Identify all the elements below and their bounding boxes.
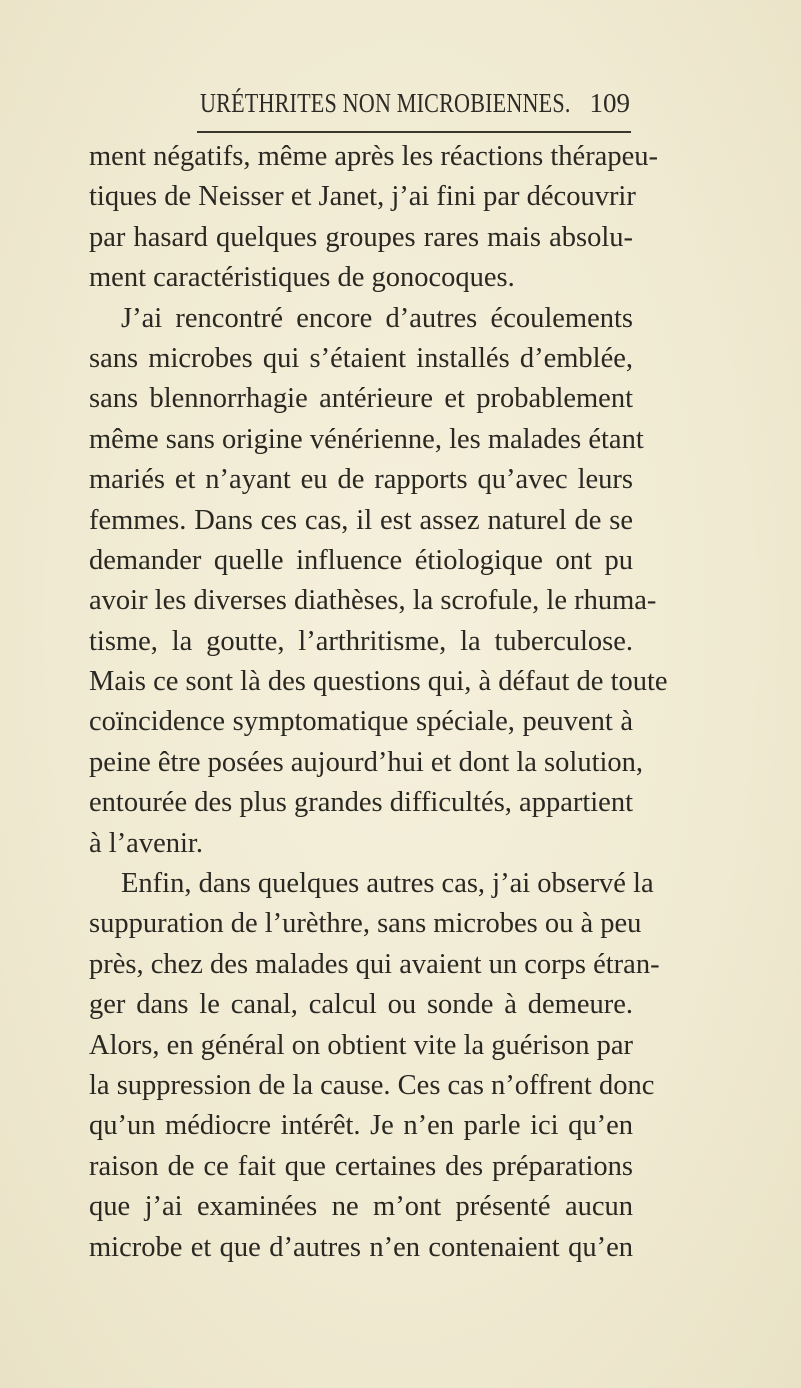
text-line: ment négatifs, même après les réactions thérapeu- [89, 141, 658, 172]
text-line: que j’ai examinées ne m’ont présenté aucun [89, 1191, 633, 1223]
text-line: ger dans le canal, calcul ou sonde à demeure. [89, 989, 633, 1021]
text-line: qu’un médiocre intérêt. Je n’en parle ici qu’en [89, 1110, 633, 1142]
text-line: avoir les diverses diathèses, la scrofule, le rhuma- [89, 585, 657, 617]
running-title: URÉTHRITES NON MICROBIENNES. [200, 88, 571, 118]
text-line: même sans origine vénérienne, les malades étant [89, 423, 644, 455]
text-line: la suppression de la cause. Ces cas n’offrent donc [89, 1069, 655, 1101]
body-text [89, 137, 668, 1268]
page-number: 109 [589, 88, 630, 118]
text-line: par hasard quelques groupes rares mais absolu- [89, 221, 633, 253]
text-line: à l’avenir. [89, 827, 203, 859]
text-line: entourée des plus grandes difficultés, appartient [89, 787, 633, 819]
text-line: sans blennorrhagie antérieure et probablement [89, 383, 633, 415]
text-line: mariés et n’ayant eu de rapports qu’avec leurs [89, 464, 633, 496]
header-rule [197, 131, 631, 133]
text-line: demander quelle influence étiologique ont pu [89, 544, 633, 576]
text-line: près, chez des malades qui avaient un corps étran- [89, 948, 660, 980]
text-line: sans microbes qui s’étaient installés d’emblée, [89, 342, 633, 374]
text-line: tiques de Neisser et Janet, j’ai fini par découvrir [89, 181, 636, 213]
text-line: tisme, la goutte, l’arthritisme, la tuberculose. [89, 625, 633, 657]
running-head [200, 88, 630, 128]
text-line: coïncidence symptomatique spéciale, peuvent à [89, 706, 633, 738]
text-line: suppuration de l’urèthre, sans microbes ou à peu [89, 908, 642, 940]
text-line: Alors, en général on obtient vite la guérison par [89, 1029, 633, 1061]
text-line: raison de ce fait que certaines des préparations [89, 1150, 633, 1182]
text-line: femmes. Dans ces cas, il est assez naturel de se [89, 504, 633, 536]
text-line: microbe et que d’autres n’en contenaient qu’en [89, 1231, 633, 1263]
text-line: Enfin, dans quelques autres cas, j’ai observé la [121, 868, 654, 900]
text-line: ment caractéristiques de gonocoques. [89, 262, 515, 294]
text-line: J’ai rencontré encore d’autres écoulements [121, 302, 633, 334]
text-line: Mais ce sont là des questions qui, à défaut de toute [89, 666, 668, 698]
text-line: peine être posées aujourd’hui et dont la solution, [89, 746, 644, 778]
